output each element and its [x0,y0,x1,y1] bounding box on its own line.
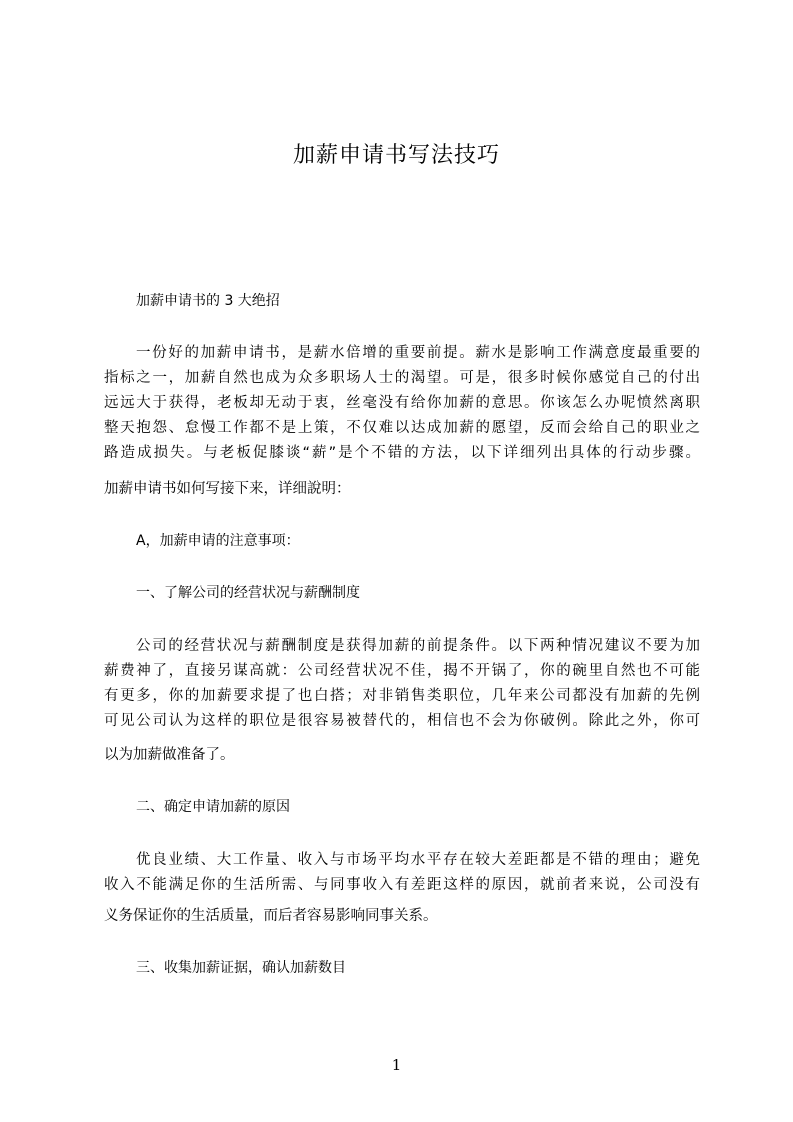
section-1-line-5: 以为加薪做准备了。 [104,747,235,763]
intro-line-2: 指标之一，加薪自然也成为众多职场人士的渴望。可是，很多时候你感觉自己的付出 [104,370,700,386]
section-a-heading: A，加薪申请的注意事项： [136,533,300,549]
section-1-line-3: 有更多，你的加薪要求提了也白搭；对非销售类职位，几年来公司都没有加薪的先例 [104,688,700,704]
section-1-line-1: 公司的经营状况与薪酬制度是获得加薪的前提条件。以下两种情况建议不要为加 [136,638,700,654]
page-number: 1 [391,1056,402,1074]
intro-line-5: 路造成损失。与老板促膝谈“薪”是个不错的方法，以下详细列出具体的行动步骤。 [104,445,700,461]
section-1-heading: 一、了解公司的经营状况与薪酬制度 [136,585,360,601]
document-title: 加薪申请书写法技巧 [292,143,500,168]
intro-line-6: 加薪申请书如何写接下来，详细說明： [104,481,351,497]
section-2-line-3: 义务保证你的生活质量，而后者容易影响同事关系。 [104,908,438,924]
intro-heading: 加薪申请书的 3 大绝招 [136,293,280,309]
intro-line-3: 远远大于获得，老板却无动于衷，丝毫没有给你加薪的意思。你该怎么办呢愤然离职 [104,395,700,411]
section-2-line-2: 收入不能满足你的生活所需、与同事收入有差距这样的原因，就前者来说，公司没有 [104,877,700,893]
section-3-heading: 三、收集加薪证据，确认加薪数目 [136,960,346,976]
intro-line-1: 一份好的加薪申请书，是薪水倍增的重要前提。薪水是影响工作满意度最重要的 [136,345,700,361]
section-2-line-1: 优良业绩、大工作量、收入与市场平均水平存在较大差距都是不错的理由；避免 [136,852,700,868]
intro-line-4: 整天抱怨、怠慢工作都不是上策，不仅难以达成加薪的愿望，反而会给自己的职业之 [104,420,700,436]
section-1-line-4: 可见公司认为这样的职位是很容易被替代的，相信也不会为你破例。除此之外，你可 [104,713,700,729]
section-2-heading: 二、确定申请加薪的原因 [136,799,290,815]
section-1-line-2: 薪费神了，直接另谋高就：公司经营状况不佳，揭不开锅了，你的碗里自然也不可能 [104,663,700,679]
